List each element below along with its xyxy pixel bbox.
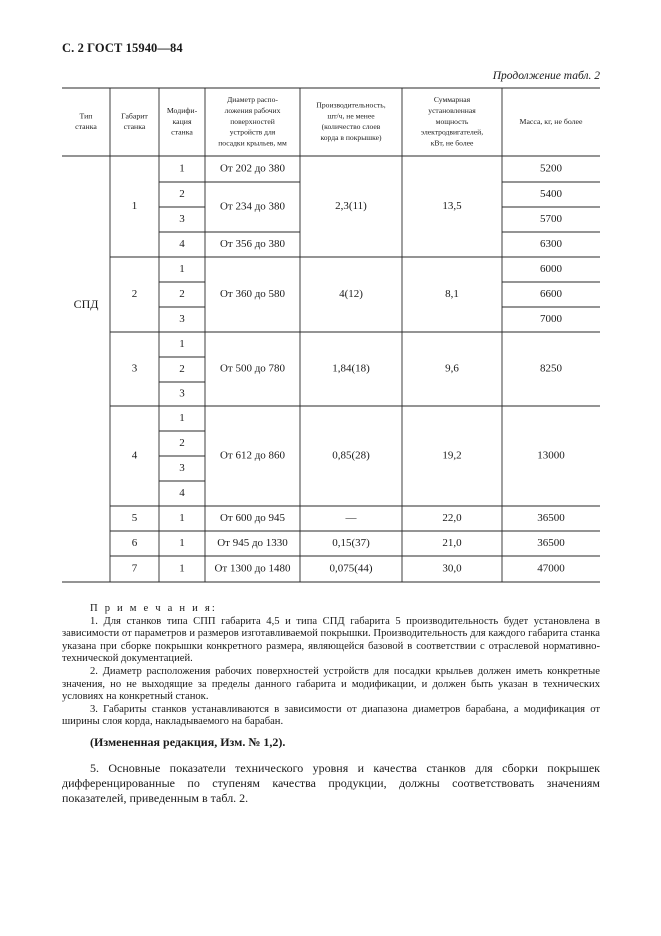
mass-cell-3: 5700 [540, 213, 562, 226]
power-cell-2: 8,1 [445, 288, 459, 301]
mass-cell-7: 7000 [540, 313, 562, 326]
diameter-cell-7: От 600 до 945 [219, 512, 286, 525]
productivity-cell-4: 0,85(28) [332, 449, 370, 462]
machine-type-cell: СПД [73, 296, 99, 311]
column-header-5: корда в покрышке) [320, 132, 382, 142]
table-continuation-label: Продолжение табл. 2 [492, 70, 600, 82]
column-header-3: кация [172, 116, 192, 126]
modification-cell: 1 [179, 512, 185, 525]
column-header-2: Габарит [121, 111, 148, 121]
notes-title: П р и м е ч а н и я: [90, 603, 218, 614]
modification-cell: 1 [179, 162, 185, 175]
productivity-cell-7: 0,075(44) [329, 562, 373, 575]
diameter-cell-4: От 360 до 580 [219, 288, 286, 301]
modification-cell: 2 [179, 437, 185, 450]
modification-cell: 1 [179, 412, 185, 425]
note-item-2: 2. Диаметр расположения рабочих поверхностей устройств для посадки крыльев должен иметь конкретные значения, но не выходящие за пределы данного габарита и модификации, и должен быть указан в технических условиях на конкретный станок. [62, 665, 600, 703]
column-header-3: Модифи- [166, 105, 198, 115]
mass-cell-11: 36500 [537, 537, 565, 550]
mass-cell-10: 36500 [537, 512, 565, 525]
column-header-4: устройств для [229, 127, 276, 137]
productivity-cell-2: 4(12) [339, 288, 363, 301]
power-cell-3: 9,6 [445, 362, 459, 375]
modification-cell: 3 [179, 313, 185, 326]
mass-cell-4: 6300 [540, 238, 562, 251]
column-header-6: электродвигателей, [420, 127, 484, 137]
modification-cell: 3 [179, 387, 185, 400]
mass-cell-8: 8250 [540, 362, 562, 375]
column-header-6: установленная [428, 105, 476, 115]
column-header-6: мощность [435, 116, 469, 126]
productivity-cell-1: 2,3(11) [335, 200, 367, 213]
modification-cell: 2 [179, 288, 185, 301]
note-item-3: 3. Габариты станков устанавливаются в зависимости от диапазона диаметров барабана, а модификация от ширины слоя корда, накладываемого на барабан. [62, 703, 600, 728]
page-header: С. 2 ГОСТ 15940—84 [62, 41, 183, 55]
diameter-cell-6: От 612 до 860 [219, 449, 286, 462]
mass-cell-6: 6600 [540, 288, 562, 301]
modification-cell: 1 [179, 562, 185, 575]
size-cell-2: 2 [131, 288, 138, 301]
column-header-3: станка [171, 127, 193, 137]
modification-cell: 3 [179, 462, 185, 475]
mass-cell-9: 13000 [537, 449, 565, 462]
power-cell-7: 30,0 [442, 562, 462, 575]
paragraph-5: 5. Основные показатели технического уровня и качества станков для сборки покрышек дифференцированные по ступеням качества продукции, должны соответствовать значениям показателей, приведенным в табл. 2. [62, 761, 600, 806]
column-header-4: Диаметр распо- [227, 95, 278, 105]
productivity-cell-3: 1,84(18) [332, 362, 370, 375]
mass-cell-1: 5200 [540, 162, 562, 175]
diameter-cell-2: От 234 до 380 [219, 200, 286, 213]
power-cell-1: 13,5 [442, 200, 462, 213]
column-header-4: посадки крыльев, мм [218, 138, 287, 148]
table-grid [62, 88, 600, 582]
power-cell-6: 21,0 [442, 537, 462, 550]
column-header-1: станка [75, 122, 97, 132]
mass-cell-2: 5400 [540, 188, 562, 201]
modification-cell: 2 [179, 188, 185, 201]
column-header-5: (количество слоев [321, 122, 381, 132]
column-header-5: Производительность, [316, 100, 386, 110]
size-cell-1: 1 [131, 200, 138, 213]
diameter-cell-3: От 356 до 380 [219, 238, 286, 251]
amendment-note: (Измененная редакция, Изм. № 1,2). [90, 735, 286, 749]
size-cell-5: 5 [131, 512, 138, 525]
size-cell-6: 6 [131, 537, 138, 550]
column-header-6: кВт, не более [430, 138, 474, 148]
power-cell-5: 22,0 [442, 512, 462, 525]
modification-cell: 4 [179, 238, 185, 251]
size-cell-7: 7 [131, 562, 138, 575]
productivity-cell-5: — [345, 512, 357, 525]
power-cell-4: 19,2 [442, 449, 462, 462]
column-header-5: шт/ч, не менее [327, 111, 375, 121]
column-header-2: станка [123, 122, 146, 132]
column-header-4: ложения рабочих [224, 105, 281, 115]
table-cells [74, 95, 583, 574]
column-header-4: поверхностей [230, 116, 275, 126]
size-cell-4: 4 [131, 449, 138, 462]
modification-cell: 1 [179, 537, 185, 550]
column-header-1: Тип [79, 111, 93, 121]
note-item-1: 1. Для станков типа СПП габарита 4,5 и типа СПД габарита 5 производительность будет установлена в зависимости от параметров и размеров изготавливаемой покрышки. Производительность для каждого габарита станка указана при сборке покрышки конкретного размера, являющейся базовой в соответствии с отраслевой нормативно-технической документацией. [62, 615, 600, 665]
mass-cell-12: 47000 [537, 562, 565, 575]
modification-cell: 1 [179, 263, 185, 276]
column-header-6: Суммарная [433, 95, 471, 105]
diameter-cell-8: От 945 до 1330 [217, 537, 288, 550]
mass-cell-5: 6000 [540, 263, 562, 276]
productivity-cell-6: 0,15(37) [332, 537, 370, 550]
diameter-cell-9: От 1300 до 1480 [214, 562, 291, 575]
modification-cell: 3 [179, 213, 185, 226]
column-header-7: Масса, кг, не более [519, 116, 583, 126]
modification-cell: 2 [179, 363, 185, 376]
notes-section [62, 603, 600, 729]
modification-cell: 1 [179, 338, 185, 351]
size-cell-3: 3 [131, 362, 138, 375]
modification-cell: 4 [179, 487, 185, 500]
diameter-cell-5: От 500 до 780 [219, 362, 286, 375]
diameter-cell-1: От 202 до 380 [219, 162, 286, 175]
